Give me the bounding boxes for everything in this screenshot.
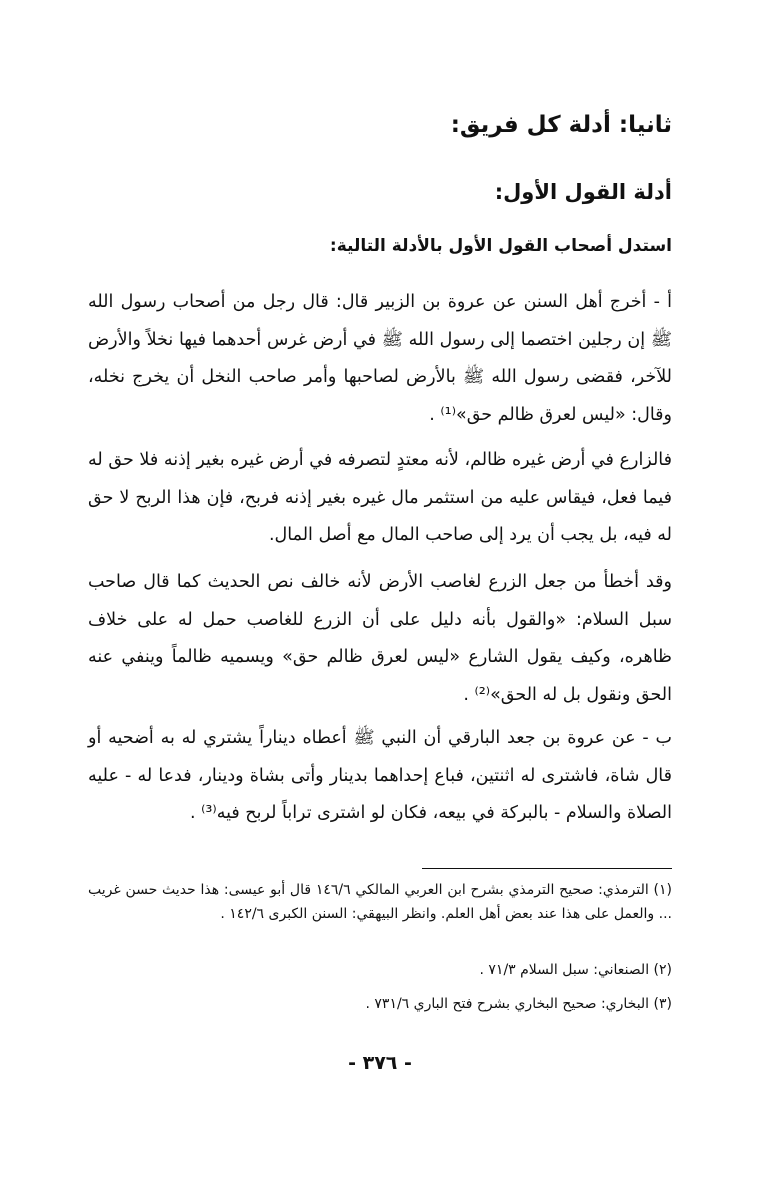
page-number: - ٣٧٦ - [348, 1052, 412, 1074]
section-heading: ثانيا: أدلة كل فريق: [450, 112, 672, 138]
footnote-2: (٢) الصنعاني: سبل السلام ٧١/٣ . [479, 962, 672, 978]
footnote-divider [422, 868, 672, 869]
paragraph-hadith-b: ب - عن عروة بن جعد البارقي أن النبي ﷺ أعطاه ديناراً يشتري له به أضحيه أو قال شاة، فاشترى له اثنتين، فباع إحداهما بدينار وأتى بشاة ودينار، فدعا له - عليه الصلاة والسلام - بالبركة في بيعه، فكان لو اشترى تراباً لربح فيه⁽³⁾ . [88, 728, 672, 823]
subsection-heading: أدلة القول الأول: [494, 180, 672, 204]
paragraph-refutation: وقد أخطأ من جعل الزرع لغاصب الأرض لأنه خالف نص الحديث كما قال صاحب سبل السلام: «والقول بأنه دليل على أن الزرع للغاصب حمل له على خلاف ظاهره، وكيف يقول الشارع «ليس لعرق ظالم حق» ويسميه ظالماً وينفي عنه الحق ونقول بل له الحق»⁽²⁾ . [88, 572, 672, 705]
paragraph-hadith-a: أ - أخرج أهل السنن عن عروة بن الزبير قال: قال رجل من أصحاب رسول الله ﷺ إن رجلين اختصما إلى رسول الله ﷺ في أرض غرس أحدهما فيها نخلاً والأرض للآخر، فقضى رسول الله ﷺ بالأرض لصاحبها وأمر صاحب النخل أن يخرج نخله، وقال: «ليس لعرق ظالم حق»⁽¹⁾ . [88, 292, 672, 425]
paragraph-analogy: فالزارع في أرض غيره ظالم، لأنه معتدٍ لتصرفه في أرض غيره بغير إذنه فلا حق له فيما فعل، فيقاس عليه من استثمر مال غيره بغير إذنه فربح، فإن هذا الربح لا حق له فيه، بل يجب أن يرد إلى صاحب المال مع أصل المال. [88, 450, 672, 545]
intro-line: استدل أصحاب القول الأول بالأدلة التالية: [329, 236, 672, 256]
footnote-3: (٣) البخاري: صحيح البخاري بشرح فتح الباري ٧٣١/٦ . [365, 996, 672, 1012]
footnote-1: (١) الترمذي: صحيح الترمذي بشرح ابن العربي المالكي ١٤٦/٦ قال أبو عيسى: هذا حديث حسن غريب ... والعمل على هذا عند بعض أهل العلم. وانظر البيهقي: السنن الكبرى ١٤٢/٦ . [88, 882, 672, 922]
